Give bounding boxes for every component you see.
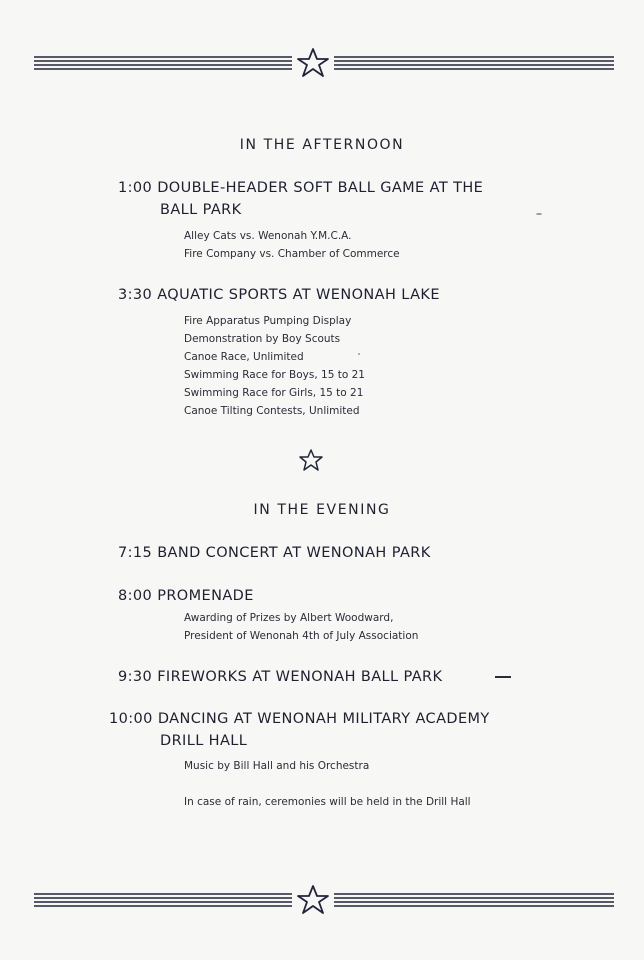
event-9-30	[118, 666, 442, 688]
rain-note: In case of rain, ceremonies will be held in the Drill Hall	[184, 796, 471, 808]
detail-line: President of Wenonah 4th of July Association	[184, 630, 419, 642]
event-8-00	[118, 585, 254, 607]
event-title: FIREWORKS AT WENONAH BALL PARK	[157, 669, 443, 685]
event-time: 10:00	[109, 711, 153, 727]
event-title: DANCING AT WENONAH MILITARY ACADEMY	[157, 711, 490, 727]
event-time: 9:30	[118, 669, 153, 685]
afternoon-heading: IN THE AFTERNOON	[239, 137, 405, 153]
detail-line: Music by Bill Hall and his Orchestra	[184, 760, 370, 772]
detail-line: Swimming Race for Girls, 15 to 21	[184, 387, 364, 399]
detail-line: Fire Company vs. Chamber of Commerce	[184, 248, 400, 260]
top-star-rule	[34, 47, 614, 77]
detail-line: Canoe Race, Unlimited	[184, 351, 304, 363]
event-3-30	[118, 284, 440, 306]
paper-speck	[536, 213, 542, 215]
event-time: 7:15	[118, 545, 153, 561]
star-divider	[34, 47, 614, 77]
detail-line: Awarding of Prizes by Albert Woodward,	[184, 612, 394, 624]
star-divider	[34, 884, 614, 914]
detail-line: Fire Apparatus Pumping Display	[184, 315, 352, 327]
evening-heading: IN THE EVENING	[253, 502, 391, 518]
event-time: 1:00	[118, 180, 153, 196]
event-title: PROMENADE	[157, 588, 254, 604]
event-title-continued: BALL PARK	[160, 202, 242, 218]
detail-line: Canoe Tilting Contests, Unlimited	[184, 405, 360, 417]
event-1-00-details	[184, 227, 400, 263]
star-icon	[298, 449, 324, 471]
dash-mark	[495, 676, 511, 678]
event-1-00	[118, 177, 483, 221]
detail-line: Alley Cats vs. Wenonah Y.M.C.A.	[184, 230, 352, 242]
event-8-00-details	[184, 609, 418, 645]
event-time: 3:30	[118, 287, 153, 303]
bottom-star-rule	[34, 884, 614, 914]
event-title: DOUBLE-HEADER SOFT BALL GAME AT THE	[157, 180, 484, 196]
detail-line: Swimming Race for Boys, 15 to 21	[184, 369, 365, 381]
detail-line: Demonstration by Boy Scouts	[184, 333, 341, 345]
event-10-00-details	[184, 757, 369, 775]
event-title: BAND CONCERT AT WENONAH PARK	[157, 545, 431, 561]
event-7-15	[118, 542, 431, 564]
star-icon	[298, 886, 328, 913]
event-3-30-details	[184, 312, 365, 420]
event-10-00	[109, 708, 490, 752]
event-title-continued: DRILL HALL	[160, 733, 248, 749]
event-time: 8:00	[118, 588, 153, 604]
star-icon	[298, 49, 328, 76]
paper-speck	[358, 353, 360, 355]
event-title: AQUATIC SPORTS AT WENONAH LAKE	[157, 287, 440, 303]
